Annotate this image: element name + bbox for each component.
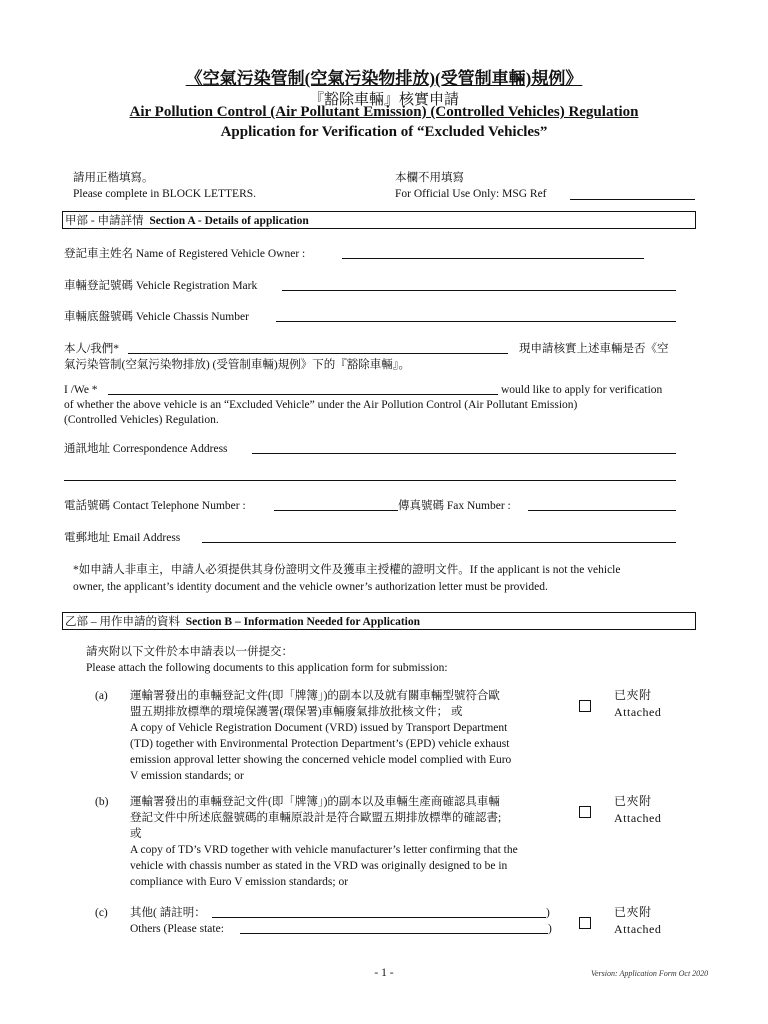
section-b-header-zh: 乙部 – 用作申請的資料: [65, 616, 180, 628]
instruction-left-zh: 請用正楷填寫。: [73, 172, 154, 184]
declaration-en-line3: (Controlled Vehicles) Regulation.: [64, 414, 219, 426]
fax-field[interactable]: [528, 510, 676, 511]
item-a-zh2: 盟五期排放標準的環境保護署(環保署)車輛廢氣排放批核文件； 或: [130, 706, 463, 718]
instruction-right-en: For Official Use Only: MSG Ref: [395, 188, 547, 200]
declaration-zh-suffix: 現申請核實上述車輛是否《空: [519, 343, 669, 355]
item-a-en1: A copy of Vehicle Registration Document (VRD) issued by Transport Department: [130, 722, 508, 734]
phone-label: 電話號碼 Contact Telephone Number :: [64, 500, 246, 512]
item-b-zh2: 登記文件中所述底盤號碼的車輛原設計是符合歐盟五期排放標準的確認書;: [130, 812, 502, 824]
item-b-en2: vehicle with chassis number as stated in the VRD was originally designed to be in: [130, 860, 508, 872]
item-c-attached-zh: 已夾附: [614, 905, 652, 919]
version-label: Version: Application Form Oct 2020: [591, 969, 709, 978]
item-b-en1: A copy of TD’s VRD together with vehicle manufacturer’s letter confirming that the: [130, 844, 518, 856]
item-c-checkbox[interactable]: [579, 917, 591, 929]
declaration-zh-name-field[interactable]: [128, 353, 508, 354]
section-b-intro-zh: 請夾附以下文件於本申請表以一併提交：: [86, 646, 293, 658]
owner-name-label: 登記車主姓名 Name of Registered Vehicle Owner :: [64, 248, 306, 260]
item-c-zh-close: ): [546, 907, 550, 919]
declaration-zh-prefix: 本人/我們*: [64, 343, 119, 355]
item-a-en3: emission approval letter showing the concerned vehicle model complied with Euro: [130, 754, 512, 766]
item-a-attached-en: Attached: [614, 705, 662, 719]
item-a-en4: V emission standards; or: [130, 770, 244, 782]
item-b-zh1: 運輸署發出的車輛登記文件(即「牌簿」)的副本以及車輛生產商確認具車輛: [130, 796, 500, 808]
item-c-zh1: 其他( 請註明：: [130, 907, 206, 919]
item-c-zh-field[interactable]: [212, 917, 546, 918]
item-b-marker: (b): [95, 796, 109, 808]
item-b-checkbox[interactable]: [579, 806, 591, 818]
section-b-header: [62, 612, 696, 630]
item-b-attached-zh: 已夾附: [614, 794, 652, 808]
declaration-zh-line2: 氣污染管制(空氣污染物排放) (受管制車輛)規例》下的『豁除車輛』。: [64, 359, 410, 371]
item-c-en-field[interactable]: [240, 933, 548, 934]
item-c-en-close: ): [548, 923, 552, 935]
item-b-attached-en: Attached: [614, 811, 662, 825]
registration-mark-field[interactable]: [282, 290, 676, 291]
section-a-header-zh: 甲部 - 申請詳情: [65, 215, 144, 227]
subtitle-en: Application for Verification of “Excluded Vehicles”: [220, 124, 548, 140]
item-c-en1: Others (Please state:: [130, 923, 224, 935]
declaration-en-prefix: I /We *: [64, 384, 98, 396]
item-c-marker: (c): [95, 907, 108, 919]
item-a-checkbox[interactable]: [579, 700, 591, 712]
subtitle-zh: 『豁除車輛』核實申請: [308, 92, 459, 108]
item-a-marker: (a): [95, 690, 108, 702]
address-field-2[interactable]: [64, 480, 676, 481]
declaration-en-line2: of whether the above vehicle is an “Excluded Vehicle” under the Air Pollution Control (Air Pollutant Emission): [64, 399, 578, 411]
address-field-1[interactable]: [252, 453, 676, 454]
fax-label: 傳真號碼 Fax Number :: [398, 500, 511, 512]
section-a-header-en: Section A - Details of application: [149, 215, 309, 227]
instruction-right-zh: 本欄不用填寫: [395, 172, 464, 184]
item-a-zh1: 運輸署發出的車輛登記文件(即「牌簿」)的副本以及就有關車輛型號符合歐: [130, 690, 500, 702]
item-a-attached-zh: 已夾附: [614, 688, 652, 702]
instruction-left-en: Please complete in BLOCK LETTERS.: [73, 188, 257, 200]
email-label: 電郵地址 Email Address: [64, 532, 181, 544]
title-zh: 《空氣污染管制(空氣污染物排放)(受管制車輛)規例》: [185, 69, 583, 88]
email-field[interactable]: [202, 542, 676, 543]
section-a-header: [62, 211, 696, 229]
declaration-en-suffix: would like to apply for verification: [501, 384, 663, 396]
item-a-en2: (TD) together with Environmental Protection Department’s (EPD) vehicle exhaust: [130, 738, 510, 750]
chassis-number-field[interactable]: [276, 321, 676, 322]
address-label: 通訊地址 Correspondence Address: [64, 443, 228, 455]
item-c-attached-en: Attached: [614, 922, 662, 936]
item-b-en3: compliance with Euro V emission standards; or: [130, 876, 349, 888]
section-b-header-en: Section B – Information Needed for Application: [185, 616, 421, 628]
owner-name-field[interactable]: [342, 258, 644, 259]
section-b-intro-en: Please attach the following documents to this application form for submission:: [86, 662, 448, 674]
declaration-en-name-field[interactable]: [108, 394, 498, 395]
title-en: Air Pollution Control (Air Pollutant Emission) (Controlled Vehicles) Regulation: [129, 104, 639, 120]
registration-mark-label: 車輛登記號碼 Vehicle Registration Mark: [64, 280, 258, 292]
msg-ref-line: [570, 199, 695, 200]
item-b-zh3: 或: [130, 828, 142, 840]
note-line1: *如申請人非車主，申請人必須提供其身份證明文件及獲車主授權的證明文件。If the applicant is not the vehicle: [73, 564, 621, 576]
page-number: - 1 -: [374, 967, 394, 979]
note-line2: owner, the applicant’s identity document and the vehicle owner’s authorization letter must be provided.: [73, 581, 548, 593]
phone-field[interactable]: [274, 510, 398, 511]
chassis-number-label: 車輛底盤號碼 Vehicle Chassis Number: [64, 311, 249, 323]
